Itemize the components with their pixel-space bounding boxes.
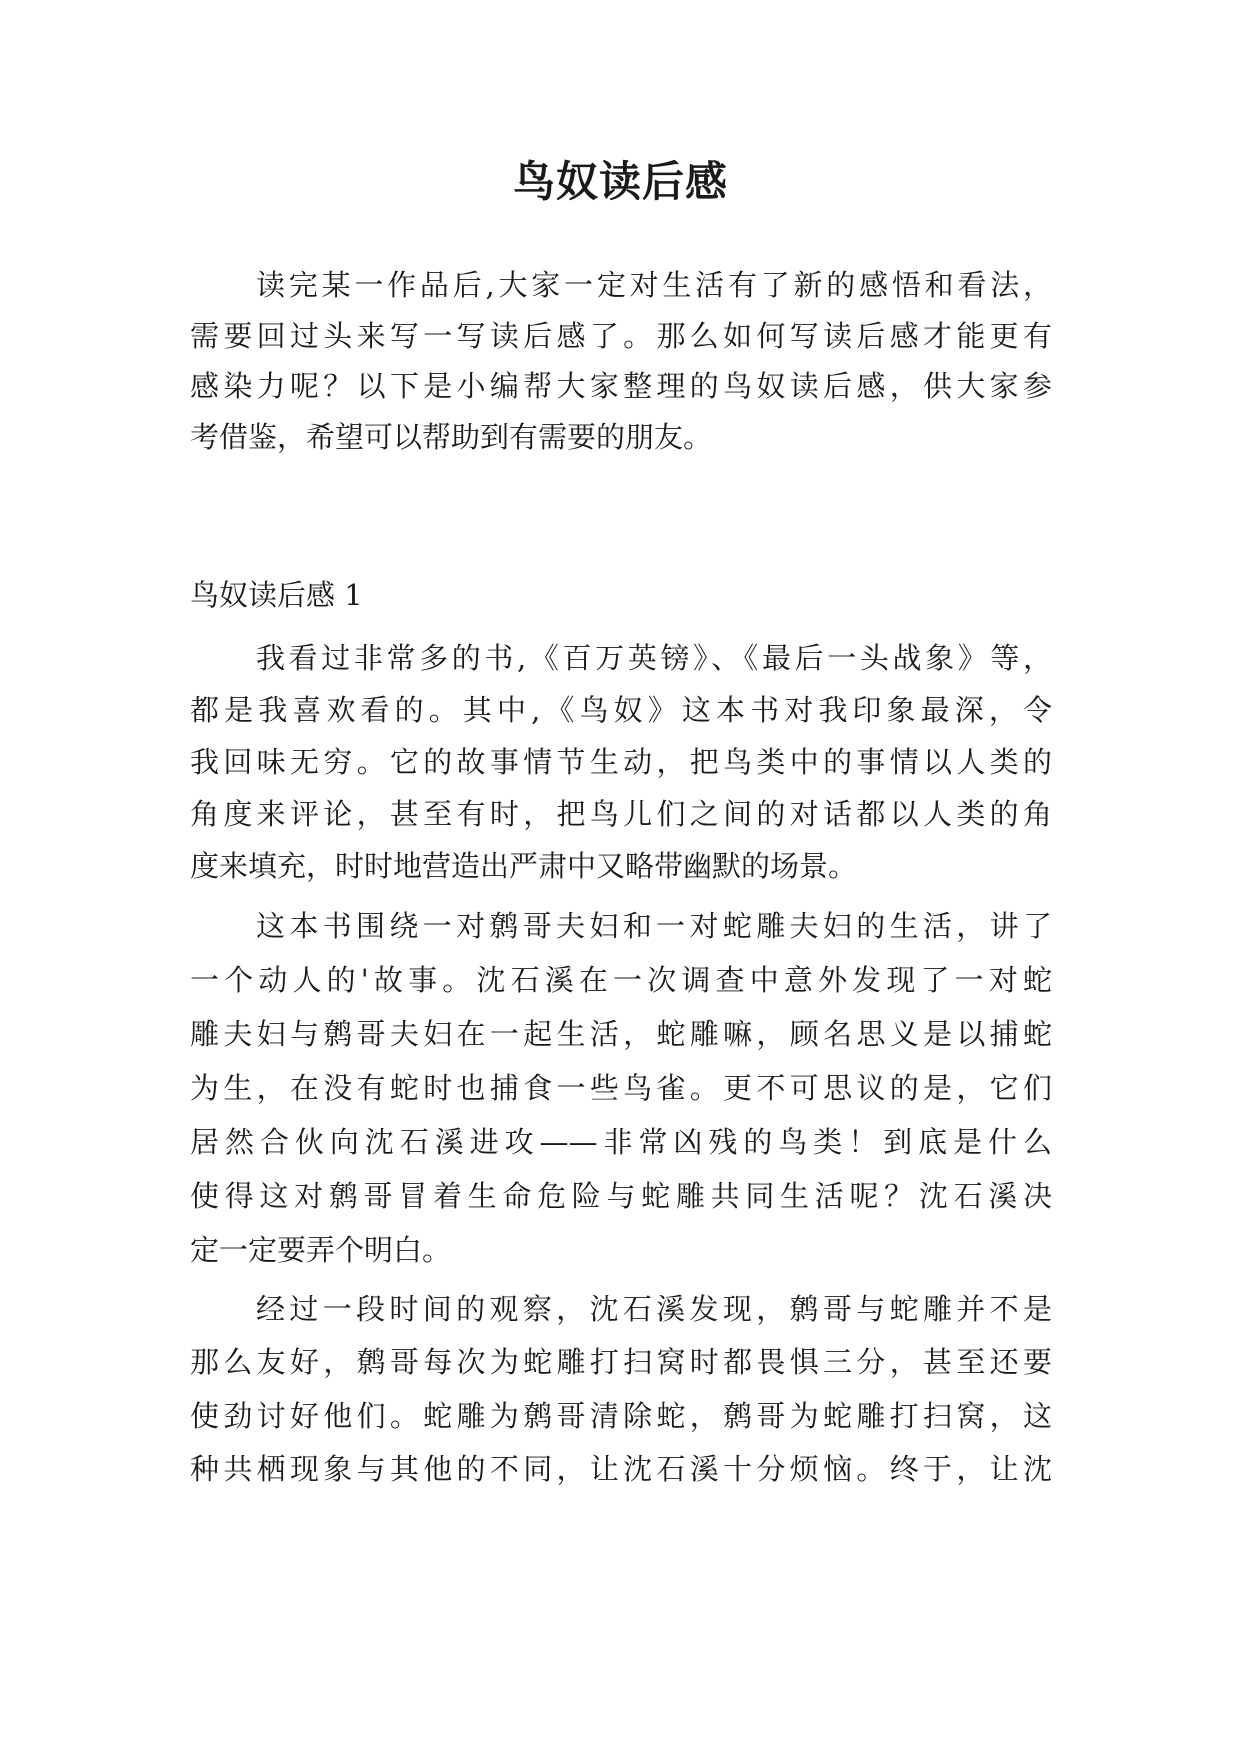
paragraph2-line-4: 为生，在没有蛇时也捕食一些鸟雀。更不可思议的是，它们 [190, 1071, 1052, 1105]
paragraph2-line-6: 使得这对鹩哥冒着生命危险与蛇雕共同生活呢？沈石溪决 [190, 1179, 1052, 1213]
paragraph2-line-1: 这本书围绕一对鹩哥夫妇和一对蛇雕夫妇的生活，讲了 [256, 909, 1052, 943]
paragraph2-line-7: 定一定要弄个明白。 [190, 1233, 452, 1267]
paragraph3-line-1: 经过一段时间的观察，沈石溪发现，鹩哥与蛇雕并不是 [256, 1292, 1052, 1326]
paragraph2-line-5: 居然合伙向沈石溪进攻——非常凶残的鸟类！到底是什么 [190, 1125, 1052, 1159]
paragraph1-line-4: 角度来评论，甚至有时，把鸟儿们之间的对话都以人类的角 [190, 797, 1052, 831]
intro-line-1: 读完某一作品后,大家一定对生活有了新的感悟和看法， [256, 268, 1052, 302]
paragraph1-line-2: 都是我喜欢看的。其中,《鸟奴》这本书对我印象最深，令 [190, 693, 1052, 727]
paragraph1-line-1: 我看过非常多的书,《百万英镑》、《最后一头战象》等， [256, 641, 1052, 675]
paragraph1-line-3: 我回味无穷。它的故事情节生动，把鸟类中的事情以人类的 [190, 745, 1052, 779]
intro-line-2: 需要回过头来写一写读后感了。那么如何写读后感才能更有 [190, 319, 1052, 353]
paragraph3-line-4: 种共栖现象与其他的不同，让沈石溪十分烦恼。终于，让沈 [190, 1452, 1052, 1486]
paragraph2-line-2: 一个动人的'故事。沈石溪在一次调查中意外发现了一对蛇 [190, 963, 1052, 997]
intro-line-3: 感染力呢？以下是小编帮大家整理的鸟奴读后感，供大家参 [190, 369, 1052, 403]
intro-line-4: 考借鉴，希望可以帮助到有需要的朋友。 [190, 420, 713, 454]
paragraph3-line-2: 那么友好，鹩哥每次为蛇雕打扫窝时都畏惧三分，甚至还要 [190, 1345, 1052, 1379]
paragraph1-line-5: 度来填充，时时地营造出严肃中又略带幽默的场景。 [190, 849, 858, 883]
paragraph2-line-3: 雕夫妇与鹩哥夫妇在一起生活，蛇雕嘛，顾名思义是以捕蛇 [190, 1017, 1052, 1051]
paragraph3-line-3: 使劲讨好他们。蛇雕为鹩哥清除蛇，鹩哥为蛇雕打扫窝，这 [190, 1399, 1052, 1433]
section-heading: 鸟奴读后感 1 [190, 578, 363, 612]
document-title: 鸟奴读后感 [512, 157, 728, 206]
